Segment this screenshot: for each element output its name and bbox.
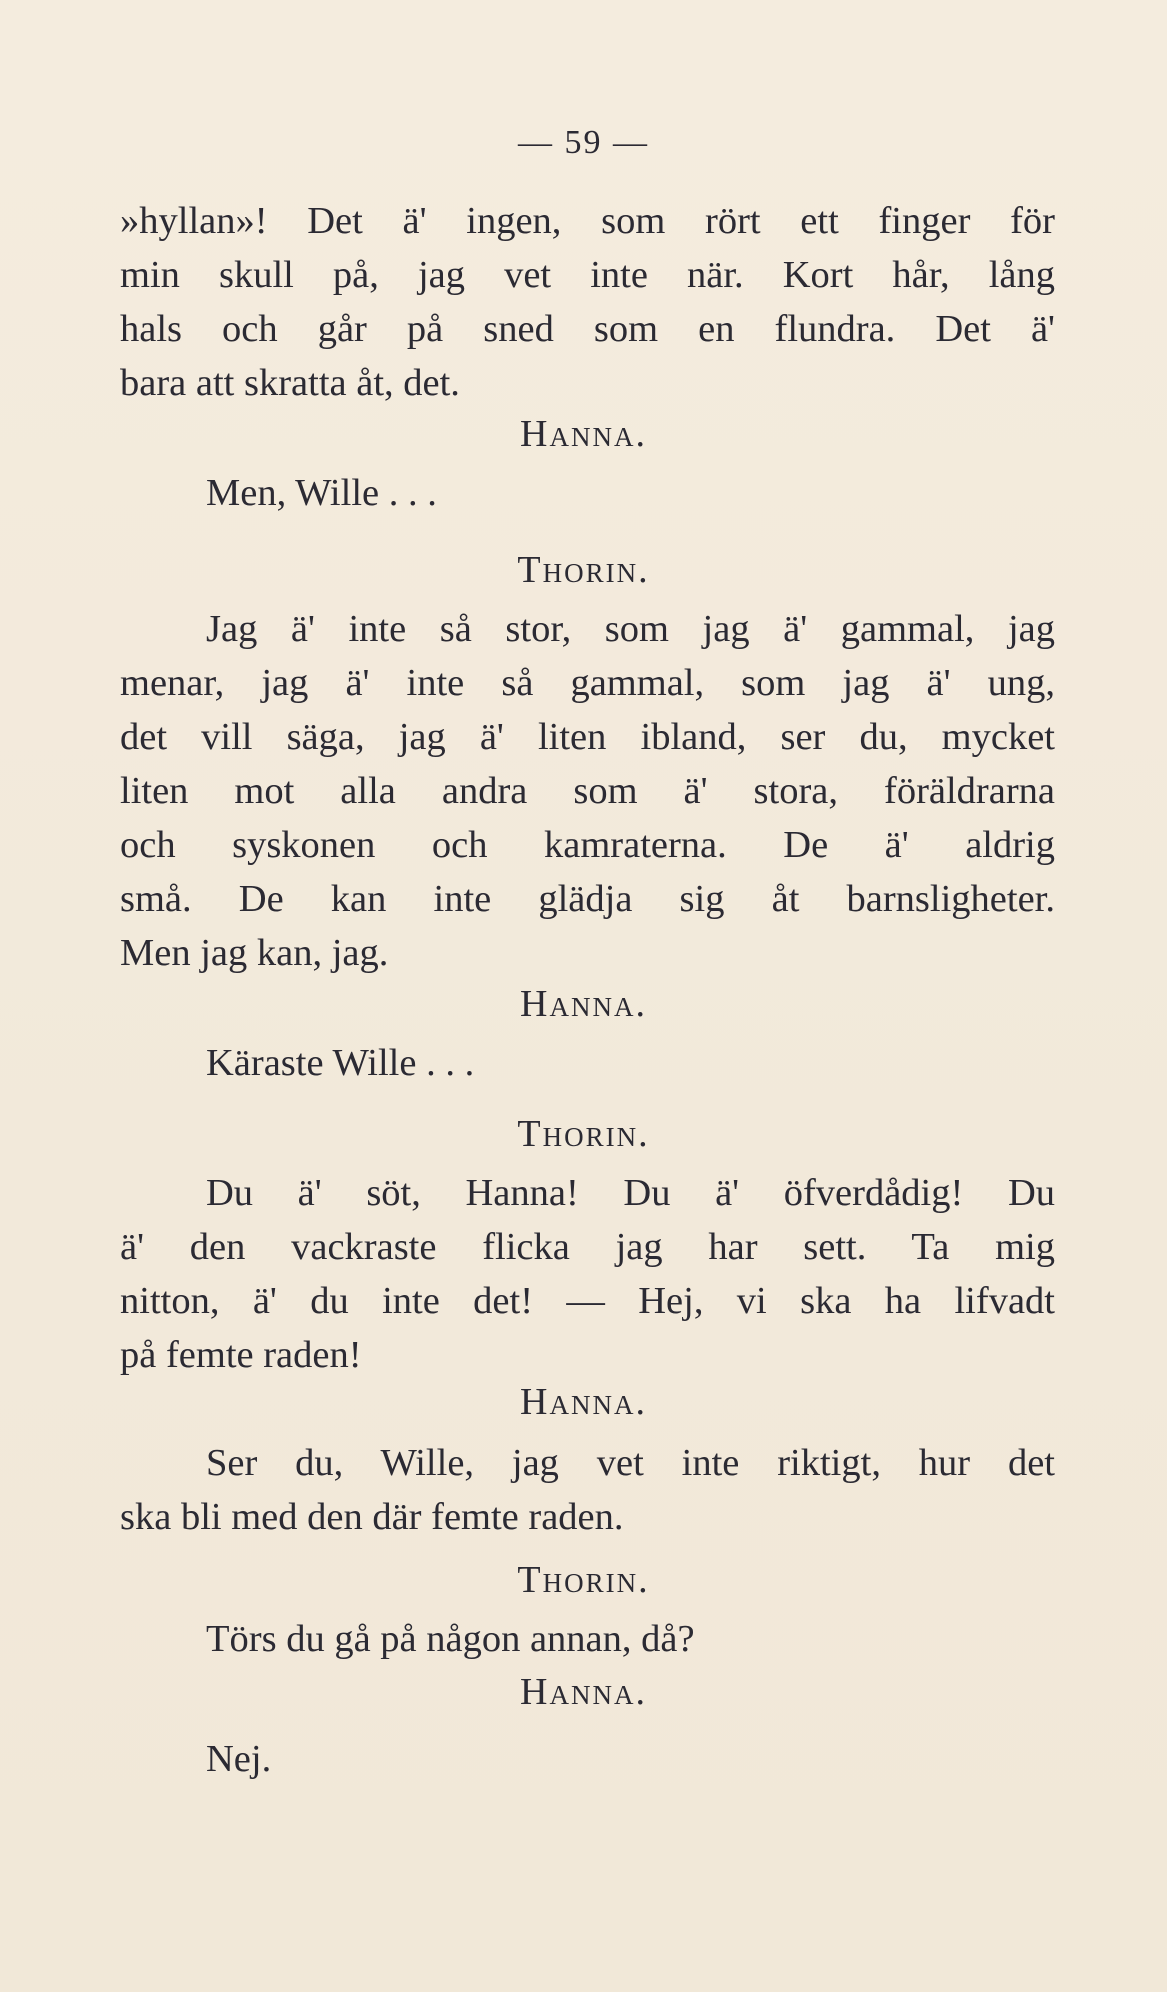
text-line: hals och går på sned som en flundra. Det ä' bbox=[120, 308, 1055, 350]
text-line: »hyllan»! Det ä' ingen, som rört ett finger för bbox=[120, 200, 1055, 242]
dialogue-line-4 bbox=[120, 1036, 1055, 1090]
text-line: och syskonen och kamraterna. De ä' aldrig bbox=[120, 824, 1055, 866]
text-line: menar, jag ä' inte så gammal, som jag ä' ung, bbox=[120, 662, 1055, 704]
text-line: Jag ä' inte så stor, som jag ä' gammal, jag bbox=[206, 608, 1055, 650]
speaker-name: Thorin. bbox=[517, 549, 650, 591]
text-line: liten mot alla andra som ä' stora, föräldrarna bbox=[120, 770, 1055, 812]
text-line: Törs du gå på någon annan, då? bbox=[206, 1618, 695, 1660]
text-line: Ser du, Wille, jag vet inte riktigt, hur det bbox=[206, 1442, 1055, 1484]
text-line: på femte raden! bbox=[120, 1334, 362, 1376]
dialogue-line-7 bbox=[120, 1612, 1055, 1666]
text-line: nitton, ä' du inte det! — Hej, vi ska ha lifvadt bbox=[120, 1280, 1055, 1322]
text-line: Käraste Wille . . . bbox=[206, 1042, 475, 1084]
dialogue-block-3 bbox=[120, 602, 1055, 980]
text-line: min skull på, jag vet inte när. Kort hår, lång bbox=[120, 254, 1055, 296]
text-line: Nej. bbox=[206, 1738, 272, 1780]
dialogue-line-2 bbox=[120, 466, 1055, 520]
speaker-name: Thorin. bbox=[517, 1559, 650, 1601]
speaker-name: Thorin. bbox=[517, 1113, 650, 1155]
text-line: Du ä' söt, Hanna! Du ä' öfverdådig! Du bbox=[206, 1172, 1055, 1214]
dialogue-line-8 bbox=[120, 1732, 1055, 1786]
dialogue-block-5 bbox=[120, 1166, 1055, 1382]
dialogue-block-6 bbox=[120, 1436, 1055, 1544]
dialogue-block-1 bbox=[120, 194, 1055, 410]
text-line: ä' den vackraste flicka jag har sett. Ta mig bbox=[120, 1226, 1055, 1268]
speaker-name: Hanna. bbox=[520, 1671, 647, 1713]
speaker-name: Hanna. bbox=[520, 983, 647, 1025]
text-line: det vill säga, jag ä' liten ibland, ser du, mycket bbox=[120, 716, 1055, 758]
text-line: bara att skratta åt, det. bbox=[120, 362, 460, 404]
speaker-name: Hanna. bbox=[520, 1381, 647, 1423]
text-line: små. De kan inte glädja sig åt barnsligheter. bbox=[120, 878, 1055, 920]
page-number: — 59 — bbox=[518, 124, 649, 161]
speaker-name: Hanna. bbox=[520, 413, 647, 455]
text-line: ska bli med den där femte raden. bbox=[120, 1496, 624, 1538]
text-line: Men, Wille . . . bbox=[206, 472, 437, 514]
text-line: Men jag kan, jag. bbox=[120, 932, 389, 974]
